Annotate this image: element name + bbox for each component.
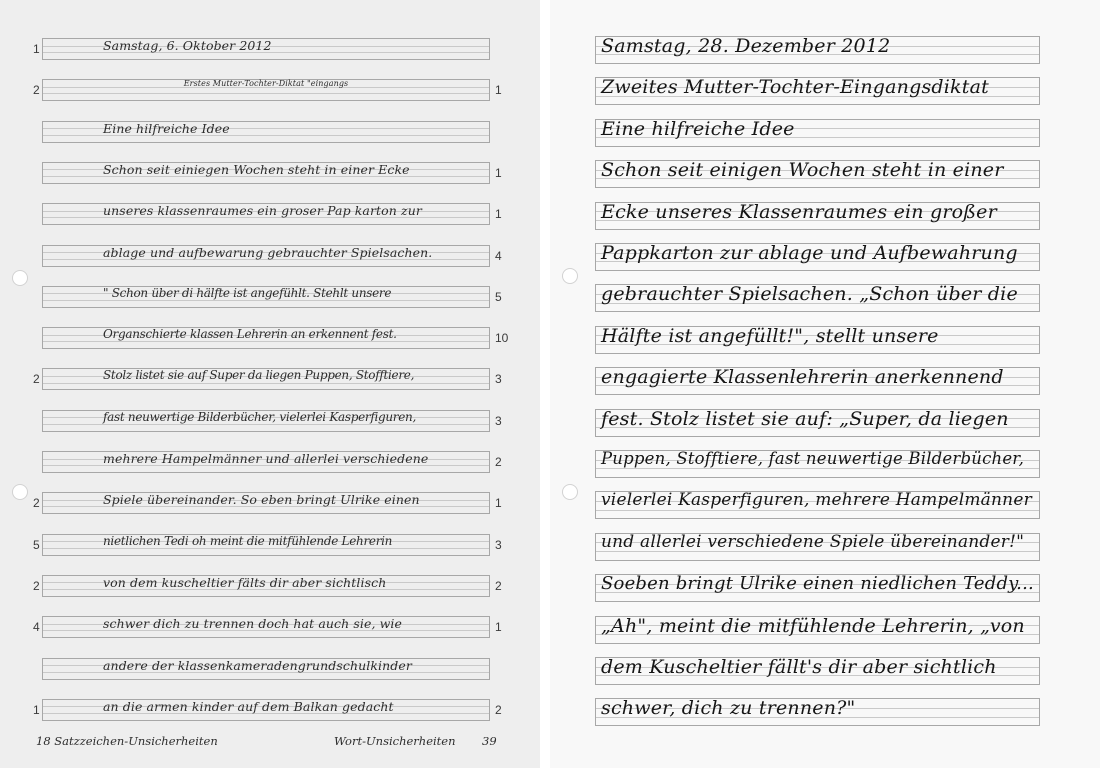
left-margin-count: 2: [33, 83, 40, 98]
right-line: [595, 409, 1040, 437]
right-line-text: „Ah", meint die mitfühlende Lehrerin, „von: [601, 614, 1025, 637]
left-line: [42, 327, 509, 349]
word-errors-summary: Wort-Unsicherheiten: [334, 734, 456, 748]
right-line: [595, 36, 1040, 64]
right-line-text: Soeben bringt Ulrike einen niedlichen Teddy...: [601, 573, 1034, 595]
left-line: [42, 161, 502, 184]
left-line-text: von dem kuscheltier fälts dir aber sichtlisch: [103, 574, 387, 590]
right-line-text: Samstag, 28. Dezember 2012: [601, 35, 891, 57]
right-line-text: Schon seit einigen Wochen steht in einer: [601, 159, 1004, 182]
left-line-text: " Schon über di hälfte ist angefühlt. Stehlt unsere: [103, 285, 392, 300]
left-margin-count: 2: [33, 578, 40, 593]
left-line: [42, 658, 490, 680]
left-margin-count: 2: [33, 372, 40, 387]
left-line: [33, 698, 502, 721]
left-margin-count: 4: [33, 620, 40, 635]
right-line: [595, 202, 1040, 230]
right-line-text: Pappkarton zur ablage und Aufbewahrung: [601, 242, 1018, 264]
left-line-text: ablage und aufbewarung gebrauchter Spielsachen.: [103, 244, 433, 260]
right-margin-count: 3: [495, 537, 502, 552]
left-line: [33, 616, 502, 638]
second-dictation-page: [550, 0, 1100, 768]
right-line: [595, 243, 1040, 271]
right-line-text: schwer, dich zu trennen?": [601, 697, 856, 720]
left-margin-count: 1: [33, 42, 40, 56]
punch-hole: [562, 484, 578, 500]
left-line: [42, 203, 502, 225]
left-line: [33, 368, 502, 390]
right-line: [595, 698, 1040, 726]
left-line-text: Stolz listet sie auf Super da liegen Puppen, Stofftiere,: [103, 368, 415, 383]
left-line-text: unseres klassenraumes ein groser Pap karton zur: [103, 203, 422, 219]
punch-hole: [12, 484, 28, 500]
left-margin-count: 5: [33, 537, 40, 552]
left-line-text: schwer dich zu trennen doch hat auch sie, wie: [103, 616, 402, 632]
right-line-text: und allerlei verschiedene Spiele übereinander!": [601, 531, 1025, 552]
left-line: [33, 79, 502, 101]
left-line: [42, 244, 502, 267]
left-line-text: an die armen kinder auf dem Balkan gedacht: [103, 698, 394, 714]
right-margin-count: 1: [495, 83, 502, 98]
left-line-text: Schon seit einiegen Wochen steht in einer Ecke: [103, 161, 410, 177]
left-line: [33, 533, 502, 556]
left-line-text: fast neuwertige Bilderbücher, vielerlei Kasperfiguren,: [103, 409, 416, 424]
left-line: [33, 574, 502, 597]
right-margin-count: 3: [495, 372, 502, 387]
right-line-text: gebrauchter Spielsachen. „Schon über die: [601, 283, 1018, 306]
right-margin-count: 1: [495, 207, 502, 222]
right-line-text: dem Kuscheltier fällt's dir aber sichtlich: [601, 656, 997, 678]
right-line-text: Zweites Mutter-Tochter-Eingangsdiktat: [601, 76, 989, 99]
right-line: [595, 284, 1040, 312]
right-line: [595, 450, 1040, 478]
right-margin-count: 2: [495, 455, 502, 469]
left-line-text: Samstag, 6. Oktober 2012: [103, 38, 272, 53]
right-line: [595, 574, 1040, 602]
right-line: [595, 491, 1040, 519]
right-line-text: Puppen, Stofftiere, fast neuwertige Bilderbücher,: [601, 449, 1025, 468]
right-margin-count: 10: [495, 331, 509, 346]
page-gutter: [540, 0, 550, 768]
right-line-text: fest. Stolz listet sie auf: „Super, da liegen: [601, 407, 1009, 430]
right-line-text: engagierte Klassenlehrerin anerkennend: [601, 366, 1004, 389]
right-line: [595, 533, 1040, 561]
right-line-text: Eine hilfreiche Idee: [601, 117, 795, 140]
right-line: [595, 367, 1040, 395]
left-line-text: andere der klassenkameradengrundschulkinder: [103, 657, 412, 673]
right-line: [595, 77, 1040, 105]
right-margin-count: 2: [495, 578, 502, 593]
first-dictation-page: [0, 0, 540, 768]
right-line: [595, 160, 1040, 188]
punch-hole: [12, 270, 28, 286]
right-margin-count: 2: [495, 702, 502, 717]
right-line: [595, 616, 1040, 644]
error-total: 39: [482, 734, 497, 748]
right-margin-count: 1: [495, 165, 502, 180]
left-line-text: Spiele übereinander. So eben bringt Ulrike einen: [103, 492, 420, 508]
right-margin-count: 5: [495, 289, 502, 304]
right-line-text: Hälfte ist angefüllt!", stellt unsere: [601, 324, 939, 347]
right-line: [595, 119, 1040, 147]
left-line: [42, 451, 502, 473]
left-line: [42, 285, 502, 308]
right-margin-count: 1: [495, 496, 502, 511]
left-line-text: nietlichen Tedi oh meint die mitfühlende Lehrerin: [103, 533, 393, 548]
left-line-text: Eine hilfreiche Idee: [103, 120, 230, 136]
punch-hole: [562, 268, 578, 284]
left-line: [33, 38, 490, 60]
punctuation-errors-summary: 18 Satzzeichen-Unsicherheiten: [36, 734, 218, 748]
left-line: [42, 121, 490, 143]
left-line-text: mehrere Hampelmänner und allerlei verschiedene: [103, 451, 429, 466]
right-line: [595, 326, 1040, 354]
left-line-text: Organschierte klassen Lehrerin an erkennent fest.: [103, 327, 397, 342]
right-margin-count: 4: [495, 248, 502, 263]
right-margin-count: 3: [495, 413, 502, 428]
left-line: [42, 409, 502, 432]
left-margin-count: 1: [33, 702, 40, 717]
right-line: [595, 657, 1040, 685]
right-line-text: vielerlei Kasperfiguren, mehrere Hampelmänner: [601, 490, 1032, 511]
right-line-text: Ecke unseres Klassenraumes ein großer: [601, 200, 997, 223]
right-margin-count: 1: [495, 620, 502, 635]
left-margin-count: 2: [33, 496, 40, 511]
left-line: [33, 492, 502, 514]
left-line-text: Erstes Mutter-Tochter-Diktat "eingangs: [183, 79, 349, 89]
